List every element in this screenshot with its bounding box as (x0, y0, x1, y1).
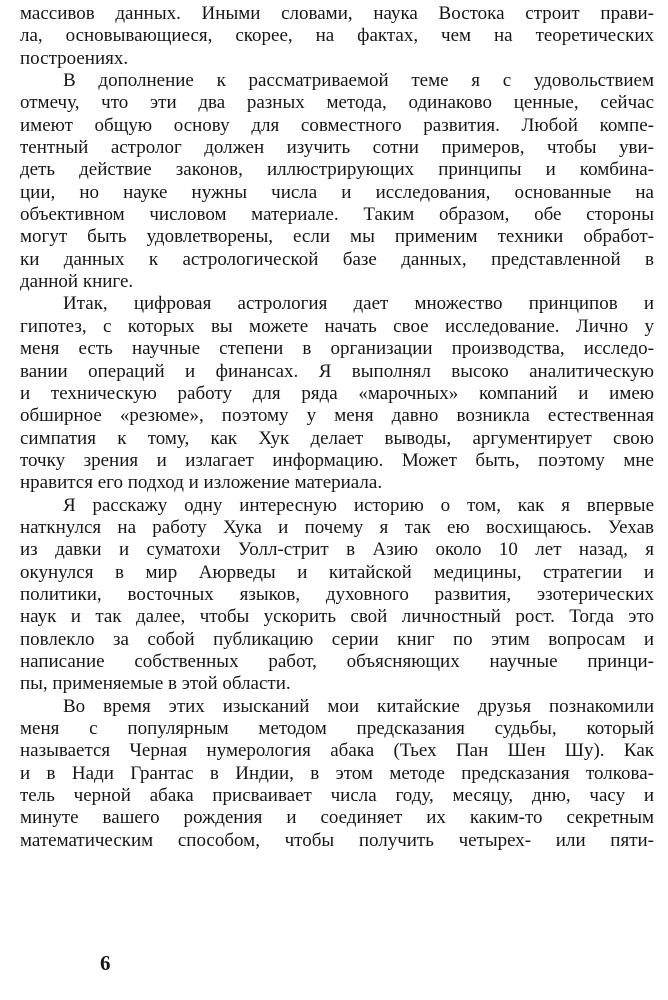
text-line: точку зрения и излагает информацию. Может быть, поэтому мне (20, 449, 654, 471)
text-line: гипотез, с которых вы можете начать свое исследование. Лично у (20, 315, 654, 337)
text-line: меня есть научные степени в организации производства, исследо- (20, 338, 654, 360)
text-line: математическим способом, чтобы получить четырех- или пяти- (20, 829, 654, 851)
text-line: политики, восточных языков, духовного развития, эзотерических (20, 583, 654, 605)
text-line: повлекло за собой публикацию серии книг по этим вопросам и (20, 628, 654, 650)
text-line: построениях. (20, 47, 129, 69)
paragraph-start-line: Во время этих изысканий мои китайские друзья познакомили (63, 695, 654, 717)
text-line: массивов данных. Иными словами, наука Востока строит прави- (20, 3, 654, 24)
text-line: ла, основывающиеся, скорее, на фактах, чем на теоретических (20, 25, 654, 47)
text-line: минуте вашего рождения и соединяет их каким-то секретным (20, 807, 654, 829)
text-line: обширное «резюме», поэтому у меня давно возникла естественная (20, 405, 654, 427)
text-line: данной книге. (20, 271, 134, 293)
paragraph-start-line: В дополнение к рассматриваемой теме я с удовольствием (63, 70, 654, 92)
text-line: и техническую работу для ряда «марочных» компаний и имею (20, 382, 654, 404)
text-line: из давки и суматохи Уолл-стрит в Азию около 10 лет назад, я (20, 539, 654, 561)
text-line: и в Нади Грантас в Индии, в этом методе предсказания толкова- (20, 762, 654, 784)
text-line: вании операций и финансах. Я выполнял высоко аналитическую (20, 360, 654, 382)
text-line: наткнулся на работу Хука и почему я так ею восхищаюсь. Уехав (20, 516, 654, 538)
text-line: отмечу, что эти два разных метода, одинаково ценные, сейчас (20, 92, 654, 114)
text-line: меня с популярным методом предсказания судьбы, который (20, 718, 654, 739)
body-text (20, 3, 654, 852)
page-number: 6 (100, 951, 111, 975)
text-line: тель черной абака присваивает числа году, месяцу, дню, часу и (20, 785, 654, 807)
text-line: ки данных к астрологической базе данных, представленной в (20, 248, 654, 270)
text-line: имеют общую основу для совместного развития. Любой компе- (20, 114, 654, 136)
paragraph-start-line: Итак, цифровая астрология дает множество принципов и (63, 293, 654, 315)
text-line: симпатия к тому, как Хук делает выводы, аргументирует свою (20, 427, 654, 449)
text-line: тентный астролог должен изучить сотни примеров, чтобы уви- (20, 137, 654, 159)
paragraph-start-line: Я расскажу одну интересную историю о том, как я впервые (63, 494, 654, 516)
text-line: написание собственных работ, объясняющих научные принци- (20, 650, 654, 672)
text-line: окунулся в мир Аюрведы и китайской медицины, стратегии и (20, 561, 654, 583)
text-line: объективном числовом материале. Таким образом, обе стороны (20, 204, 654, 226)
text-line: пы, применяемые в этой области. (20, 673, 291, 695)
text-line: ции, но науке нужны числа и исследования, основанные на (20, 181, 654, 203)
text-line: деть действие законов, иллюстрирующих принципы и комбина- (20, 159, 654, 181)
text-line: называется Черная нумерология абака (Тьех Пан Шен Шу). Как (20, 740, 654, 762)
text-line: могут быть удовлетворены, если мы применим техники обработ- (20, 226, 654, 248)
text-line: наук и так далее, чтобы ускорить свой личностный рост. Тогда это (20, 606, 654, 628)
text-line: нравится его подход и изложение материала. (20, 472, 383, 494)
